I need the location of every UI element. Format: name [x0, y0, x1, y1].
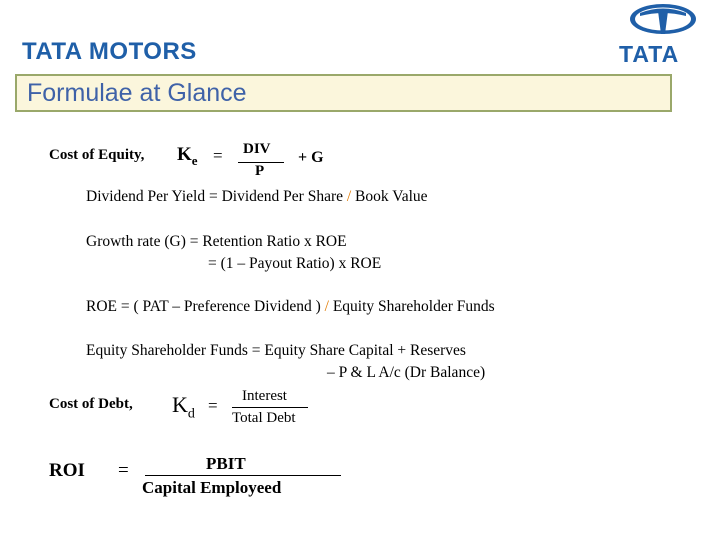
- equity-funds-line-2: – P & L A/c (Dr Balance): [327, 364, 486, 381]
- ke-plus-g: + G: [298, 149, 324, 166]
- growth-rate-line-2: = (1 – Payout Ratio) x ROE: [208, 255, 382, 272]
- dividend-slash: /: [346, 188, 352, 205]
- kd-fraction-line: [232, 407, 308, 408]
- roi-fraction-line: [145, 475, 341, 476]
- dividend-right: Book Value: [355, 188, 428, 205]
- roi-denominator: Capital Employeed: [142, 478, 282, 497]
- equity-funds-line-1: Equity Shareholder Funds = Equity Share Capital + Reserves: [86, 342, 466, 359]
- cost-of-equity-label: Cost of Equity,: [49, 147, 145, 163]
- kd-numerator: Interest: [242, 388, 287, 404]
- roe-line: [86, 298, 495, 316]
- kd-symbol: [172, 392, 195, 422]
- roe-left: ROE = ( PAT – Preference Dividend ): [86, 298, 321, 315]
- ke-numerator: DIV: [243, 141, 271, 157]
- roe-slash: /: [324, 298, 329, 315]
- title-bar: [15, 74, 672, 112]
- page-title: Formulae at Glance: [27, 79, 247, 107]
- kd-subscript: d: [187, 406, 195, 422]
- roe-right: Equity Shareholder Funds: [332, 298, 495, 315]
- brand-name: TATA MOTORS: [22, 38, 197, 65]
- ke-symbol: [177, 144, 198, 169]
- ke-denominator: P: [255, 163, 265, 179]
- ke-equals: =: [213, 146, 223, 165]
- dividend-left: Dividend Per Yield = Dividend Per Share: [86, 188, 343, 205]
- dividend-yield-line: [86, 188, 428, 206]
- kd-denominator: Total Debt: [232, 410, 296, 426]
- roi-numerator: PBIT: [206, 454, 246, 473]
- roi-symbol: ROI: [49, 460, 85, 481]
- kd-equals: =: [208, 396, 218, 415]
- ke-subscript: e: [191, 152, 198, 168]
- roi-equals: =: [118, 460, 129, 481]
- cost-of-debt-label: Cost of Debt,: [49, 396, 133, 412]
- logo-wordmark: TATA: [619, 41, 680, 67]
- kd-letter: K: [172, 392, 188, 417]
- growth-rate-line-1: Growth rate (G) = Retention Ratio x ROE: [86, 233, 347, 250]
- ke-letter: K: [177, 144, 192, 165]
